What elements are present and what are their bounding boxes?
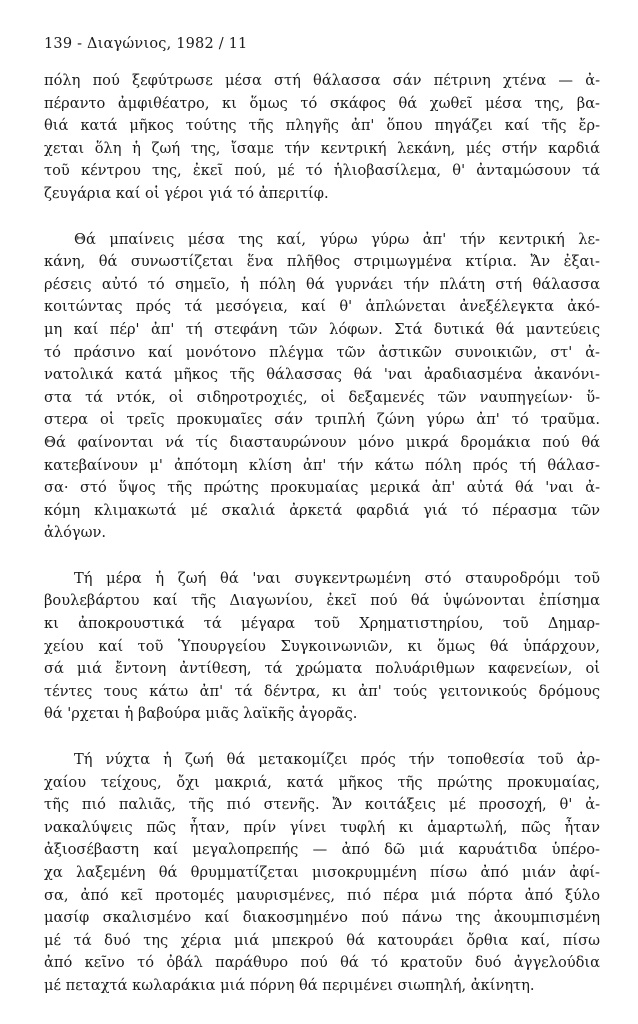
text-line: στα τά ντόκ, οἱ σιδηροτροχιές, οἱ δεξαμενές τῶν ναυπηγείων· ὕ-	[44, 388, 600, 406]
text-line: σά μιά ἔντονη ἀντίθεση, τά χρώματα πολυάριθμων καφενείων, οἱ	[44, 660, 600, 678]
text-line: πόλη πού ξεφύτρωσε μέσα στή θάλασσα σάν πέτρινη χτένα — ἀ-	[44, 72, 600, 89]
text-line: Θά μπαίνεις μέσα της καί, γύρω γύρω ἀπ' τήν κεντρική λε-	[74, 230, 600, 248]
text-line: χαίου τείχους, ὄχι μακριά, κατά μῆκος τῆς πρώτης προκυμαίας,	[44, 773, 600, 791]
text-line: κάνη, θά συνωστίζεται ἕνα πλῆθος στριμωγμένα κτίρια. Ἄν ἐξαι-	[44, 253, 600, 271]
text-line: μέ τά δυό της χέρια μιά μπεκρού θά κατουράει ὄρθια καί, πίσω	[44, 931, 600, 949]
text-line: μη καί πέρ' ἀπ' τή στεφάνη τῶν λόφων. Στά δυτικά θά μαντεύεις	[44, 320, 600, 338]
text-line: χείου καί τοῦ Ὑπουργείου Συγκοινωνιῶν, κι ὅμως θά ὑπάρχουν,	[44, 637, 600, 655]
paragraph	[44, 229, 600, 545]
text-line: τῆς πιό παλιᾶς, τῆς πιό στενῆς. Ἄν κοιτάξεις μέ προσοχή, θ' ἀ-	[44, 796, 600, 814]
paragraph	[44, 749, 600, 998]
text-line: βουλεβάρτου καί τῆς Διαγωνίου, ἐκεῖ πού θά ὑψώνονται ἐπίσημα	[44, 592, 600, 610]
body-text	[44, 70, 600, 998]
text-line: ἀλόγων.	[44, 524, 107, 542]
text-line: θιά κατά μῆκος τούτης τῆς πληγῆς ἀπ' ὅπου πηγάζει καί τῆς ἔρ-	[44, 117, 600, 135]
text-line: ἀπό κεῖνο τό ὀβάλ παράθυρο πού θά τό κρατοῦν δυό ἀγγελούδια	[44, 954, 600, 972]
running-head: 139 - Διαγώνιος, 1982 / 11	[44, 36, 248, 52]
text-line: Θά φαίνονται νά τίς διασταυρώνουν μόνο μικρά δρομάκια πού θά	[44, 433, 600, 451]
text-line: κοιτώντας πρός τά μεσόγεια, καί θ' ἁπλώνεται ἀνεξέλεγκτα ἀκό-	[44, 298, 600, 316]
text-line: πέραντο ἀμφιθέατρο, κι ὅμως τό σκάφος θά χωθεῖ μέσα της, βα-	[44, 94, 600, 112]
text-line: Τή μέρα ἡ ζωή θά 'ναι συγκεντρωμένη στό σταυροδρόμι τοῦ	[74, 569, 600, 587]
text-line: κόμη κλιμακωτά μέ σκαλιά ἀρκετά φαρδιά γιά τό πέρασμα τῶν	[44, 501, 600, 519]
text-line: ζευγάρια καί οἱ γέροι γιά τό ἀπεριτίφ.	[44, 184, 329, 202]
text-line: τό πράσινο καί μονότονο πλέγμα τῶν ἀστικῶν συνοικιῶν, στ' ἀ-	[44, 343, 600, 361]
text-line: μασίφ σκαλισμένο καί διακοσμημένο πού πάνω της ἀκουμπισμένη	[44, 909, 600, 927]
text-line: τοῦ κέντρου της, ἐκεῖ πού, μέ τό ἡλιοβασίλεμα, θ' ἀνταμώσουν τά	[44, 162, 600, 180]
text-line: κατεβαίνουν μ' ἀπότομη κλίση ἀπ' τήν κάτω πόλη πρός τή θάλασ-	[44, 456, 600, 474]
paragraph	[44, 70, 600, 206]
text-line: στερα οἱ τρεῖς προκυμαῖες σάν τριπλή ζώνη γύρω ἀπ' τό τραῦμα.	[44, 411, 600, 429]
text-line: Τή νύχτα ἡ ζωή θά μετακομίζει πρός τήν τοποθεσία τοῦ ἀρ-	[74, 751, 600, 769]
text-line: μέ πεταχτά κωλαράκια μιά πόρνη θά περιμένει σιωπηλή, ἀκίνητη.	[44, 976, 535, 994]
text-line: σα, ἀπό κεῖ προτομές μαυρισμένες, πιό πέρα μιά πόρτα ἀπό ξύλο	[44, 886, 600, 904]
text-line: ρέσεις αὐτό τό σημεῖο, ἡ πόλη θά γυρνάει τήν πλάτη στή θάλασσα	[44, 275, 600, 293]
paragraph	[44, 568, 600, 726]
text-line: χα λαξεμένη θά θρυμματίζεται μισοκρυμμένη πίσω ἀπό μιάν ἀφί-	[44, 864, 600, 881]
text-line: ἀξιοσέβαστη καί μεγαλοπρεπής — ἀπό δῶ μιά καρυάτιδα ὑπέρο-	[44, 841, 600, 859]
text-line: νακαλύψεις πῶς ἦταν, πρίν γίνει τυφλή κι ἁμαρτωλή, πῶς ἦταν	[44, 818, 600, 836]
text-line: σα· στό ὕψος τῆς πρώτης προκυμαίας μερικά ἀπ' αὐτά θά 'ναι ἀ-	[44, 479, 600, 497]
text-line: τέντες τους κάτω ἀπ' τά δέντρα, κι ἀπ' τούς γειτονικούς δρόμους	[44, 682, 600, 700]
text-line: κι ἀποκρουστικά τά μέγαρα τοῦ Χρηματιστηρίου, τοῦ Δημαρ-	[44, 615, 600, 633]
text-line: θά 'ρχεται ἡ βαβούρα μιᾶς λαϊκῆς ἀγορᾶς.	[44, 705, 358, 723]
text-line: νατολικά κατά μῆκος τῆς θάλασσας θά 'ναι ἀραδιασμένα ἀκανόνι-	[44, 366, 600, 384]
text-line: χεται ὅλη ἡ ζωή της, ἴσαμε τήν κεντρική λεκάνη, μές στήν καρδιά	[44, 139, 600, 157]
